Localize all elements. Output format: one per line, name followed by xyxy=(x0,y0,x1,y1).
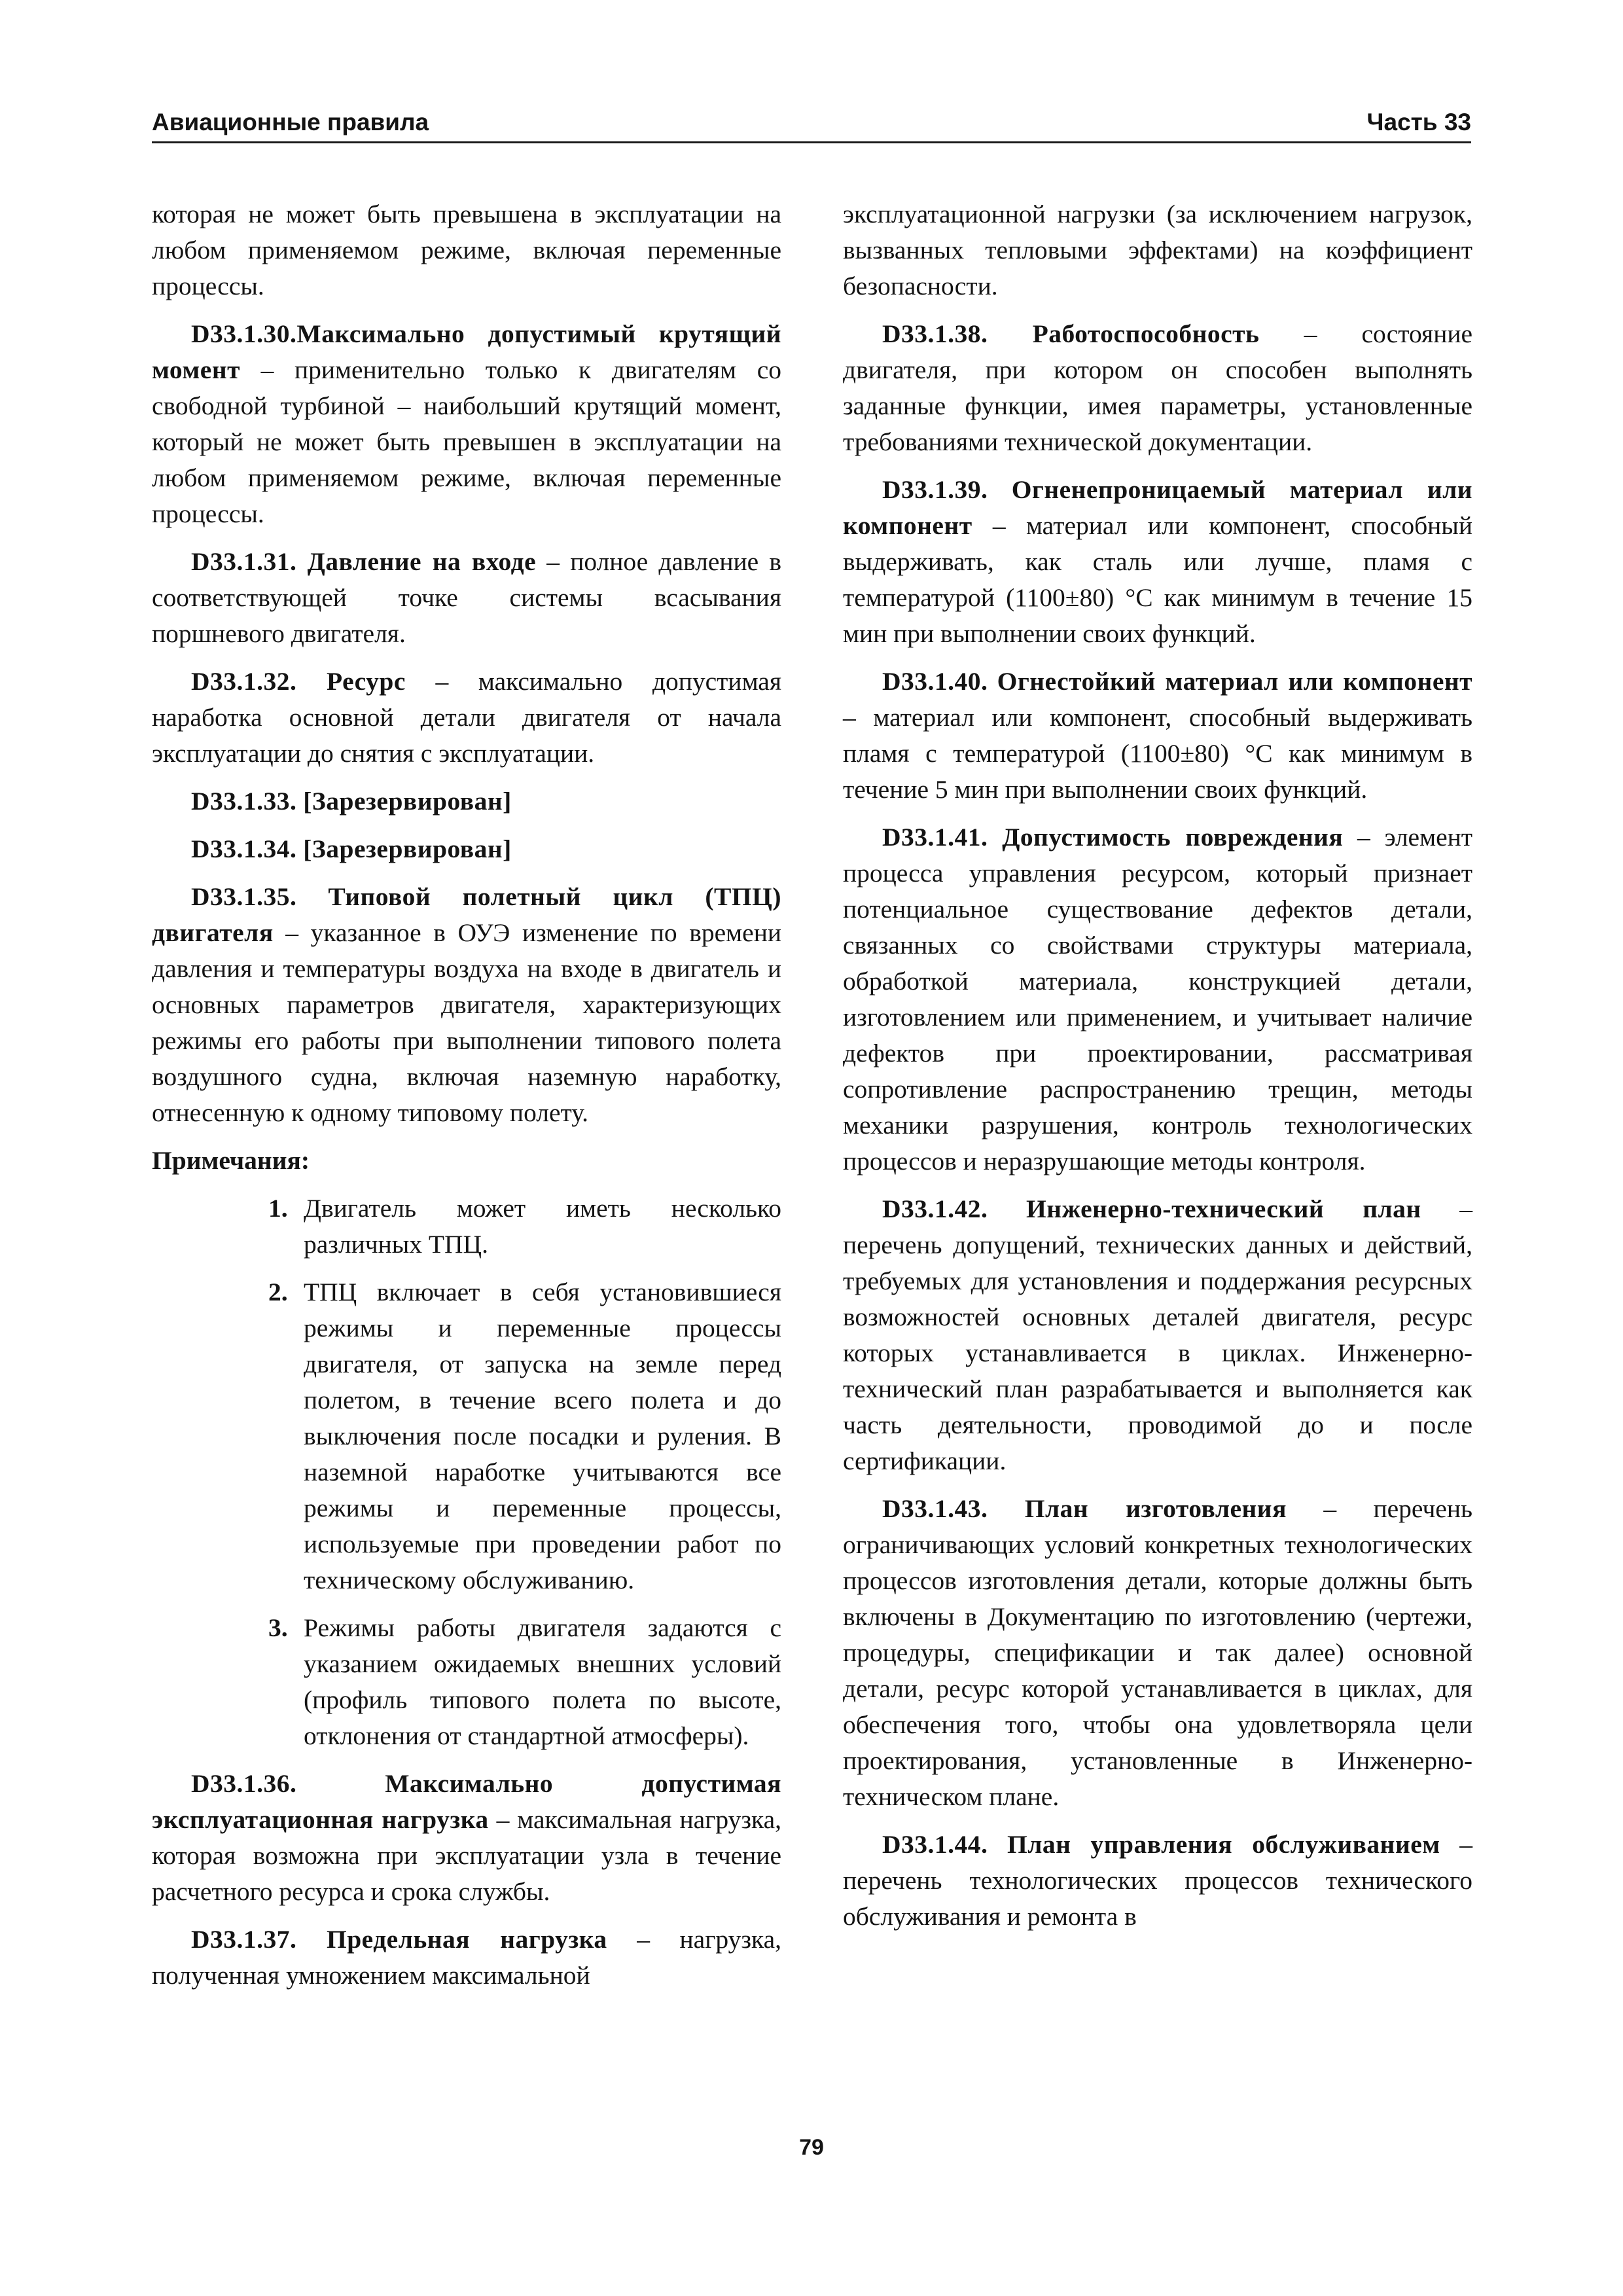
definition-d33-1-32 xyxy=(152,664,781,772)
definition-d33-1-40 xyxy=(843,664,1472,808)
definition-d33-1-37 xyxy=(152,1922,781,1994)
note-text: ТПЦ включает в себя установившиеся режимы и переменные процессы двигателя, от запуска на земле перед полетом, в течение всего полета и до выключения после посадки и руления. В наземной наработке учитываются все режимы и переменные процессы, используемые при проведении работ по техническому обслуживанию. xyxy=(304,1278,781,1594)
definition-term: Огнестойкий материал или компонент xyxy=(997,667,1473,696)
definition-d33-1-39 xyxy=(843,472,1472,652)
definition-text: – максимальная нагрузка, которая возможна при эксплуатации узла в течение расчетного ресурса и срока службы. xyxy=(152,1805,781,1906)
clause-code: D33.1.34. xyxy=(191,834,297,863)
running-header xyxy=(152,103,1471,143)
definition-text: – перечень технологических процессов технического обслуживания и ремонта в xyxy=(843,1830,1473,1931)
notes-title: Примечания: xyxy=(152,1146,310,1175)
definition-term: Максимально допустимая эксплуатационная нагрузка xyxy=(152,1769,781,1834)
header-title: Авиационные правила xyxy=(152,109,429,135)
definition-term: Допустимость повреждения xyxy=(1002,823,1344,852)
definition-d33-1-43 xyxy=(843,1491,1472,1815)
definition-text: – применительно только к двигателям со свободной турбиной – наибольший крутящий момент, который не может быть превышен в эксплуатации на любом применяемом режиме, включая переменные процессы. xyxy=(152,355,781,528)
clause-code: D33.1.44. xyxy=(882,1830,988,1859)
definition-text: – материал или компонент, способный выдерживать пламя с температурой (1100±80) °С как минимум в течение 5 мин при выполнении своих функций. xyxy=(843,703,1472,804)
definition-d33-1-31 xyxy=(152,544,781,652)
definition-text: – указанное в ОУЭ изменение по времени давления и температуры воздуха на входе в двигатель и основных параметров двигателя, характеризующих режимы его работы при выполнении типового полета воздушного судна, включая наземную наработку, отнесенную к одному типовому полету. xyxy=(152,918,781,1127)
definition-term: Ресурс xyxy=(327,667,406,696)
definition-term: Огненепроницаемый материал или компонент xyxy=(843,475,1472,540)
clause-code: D33.1.36. xyxy=(191,1769,297,1798)
paragraph-continuation: эксплуатационной нагрузки (за исключением нагрузок, вызванных тепловыми эффектами) на коэффициент безопасности. xyxy=(843,200,1472,300)
note-number: 1. xyxy=(268,1194,288,1223)
definition-d33-1-35 xyxy=(152,879,781,1131)
definition-term: Давление на входе xyxy=(307,547,537,576)
definition-term: Типовой полетный цикл (ТПЦ) двигателя xyxy=(152,882,782,947)
definition-d33-1-44 xyxy=(843,1827,1472,1935)
clause-code: D33.1.40. xyxy=(882,667,988,696)
definition-text: – перечень ограничивающих условий конкретных технологических процессов изготовления детали, которые должны быть включены в Документацию по изготовлению (чертежи, процедуры, спецификации и так далее) основной детали, ресурс которой устанавливается в циклах, для обеспечения того, чтобы она удовлетворяла цели проектирования, установленные в Инженерно-техническом плане. xyxy=(843,1494,1472,1811)
definition-text: – материал или компонент, способный выдерживать, как сталь или лучше, пламя с температурой (1100±80) °С как минимум в течение 15 мин при выполнении своих функций. xyxy=(843,511,1472,648)
definition-d33-1-33 xyxy=(152,783,781,819)
definition-term: Инженерно-технический план xyxy=(1026,1194,1421,1223)
definition-d33-1-30 xyxy=(152,316,781,532)
definition-term: Предельная нагрузка xyxy=(326,1925,607,1954)
definition-text: – перечень допущений, технических данных и действий, требуемых для установления и поддержания ресурсных возможностей основных деталей двигателя, ресурс которых устанавливается в циклах. Инженерно-технический план разрабатывается и выполняется как часть деятельности, проводимой до и после сертификации. xyxy=(843,1194,1473,1475)
definition-d33-1-38 xyxy=(843,316,1472,460)
clause-code: D33.1.37. xyxy=(191,1925,297,1954)
clause-code: D33.1.30. xyxy=(191,319,297,348)
definition-term: [Зарезервирован] xyxy=(303,834,512,863)
clause-code: D33.1.41. xyxy=(882,823,988,852)
definition-d33-1-36 xyxy=(152,1766,781,1910)
clause-code: D33.1.32. xyxy=(191,667,297,696)
definition-d33-1-42 xyxy=(843,1191,1472,1479)
note-item xyxy=(152,1274,781,1598)
clause-code: D33.1.35. xyxy=(191,882,297,911)
clause-code: D33.1.39. xyxy=(882,475,988,504)
definition-term: План управления обслуживанием xyxy=(1007,1830,1440,1859)
note-text: Двигатель может иметь несколько различных ТПЦ. xyxy=(304,1194,781,1259)
right-column xyxy=(843,196,1472,1946)
definition-d33-1-34 xyxy=(152,831,781,867)
header-part: Часть 33 xyxy=(1366,109,1471,135)
note-item xyxy=(152,1610,781,1754)
definition-text: – максимально допустимая наработка основной детали двигателя от начала эксплуатации до снятия с эксплуатации. xyxy=(152,667,781,768)
clause-code: D33.1.38. xyxy=(882,319,988,348)
definition-term: Максимально допустимый крутящий момент xyxy=(152,319,781,384)
page-number: 79 xyxy=(799,2135,824,2160)
definition-text: – нагрузка, полученная умножением максимальной xyxy=(152,1925,781,1990)
definition-text: – полное давление в соответствующей точке системы всасывания поршневого двигателя. xyxy=(152,547,781,648)
note-item xyxy=(152,1191,781,1263)
clause-code: D33.1.42. xyxy=(882,1194,988,1223)
notes-list xyxy=(152,1191,781,1754)
note-text: Режимы работы двигателя задаются с указанием ожидаемых внешних условий (профиль типового полета по высоте, отклонения от стандартной атмосферы). xyxy=(304,1613,781,1750)
definition-text: – элемент процесса управления ресурсом, который признает потенциальное существование дефектов детали, связанных со свойствами структуры материала, обработкой материала, конструкцией детали, изготовлением или применением, и учитывает наличие дефектов при проектировании, рассматривая сопротивление распространению трещин, методы механики разрушения, контроль технологических процессов и неразрушающие методы контроля. xyxy=(843,823,1472,1175)
definition-d33-1-41 xyxy=(843,819,1472,1179)
left-column xyxy=(152,196,781,2005)
definition-text: – состояние двигателя, при котором он способен выполнять заданные функции, имея параметры, установленные требованиями технической документации. xyxy=(843,319,1473,456)
clause-code: D33.1.43. xyxy=(882,1494,988,1523)
definition-term: [Зарезервирован] xyxy=(303,787,512,816)
clause-code: D33.1.33. xyxy=(191,787,297,816)
definition-term: Работоспособность xyxy=(1032,319,1260,348)
definition-term: План изготовления xyxy=(1024,1494,1287,1523)
paragraph-continuation: которая не может быть превышена в эксплуатации на любом применяемом режиме, включая переменные процессы. xyxy=(152,200,781,300)
note-number: 2. xyxy=(268,1278,288,1306)
clause-code: D33.1.31. xyxy=(191,547,297,576)
note-number: 3. xyxy=(268,1613,288,1642)
